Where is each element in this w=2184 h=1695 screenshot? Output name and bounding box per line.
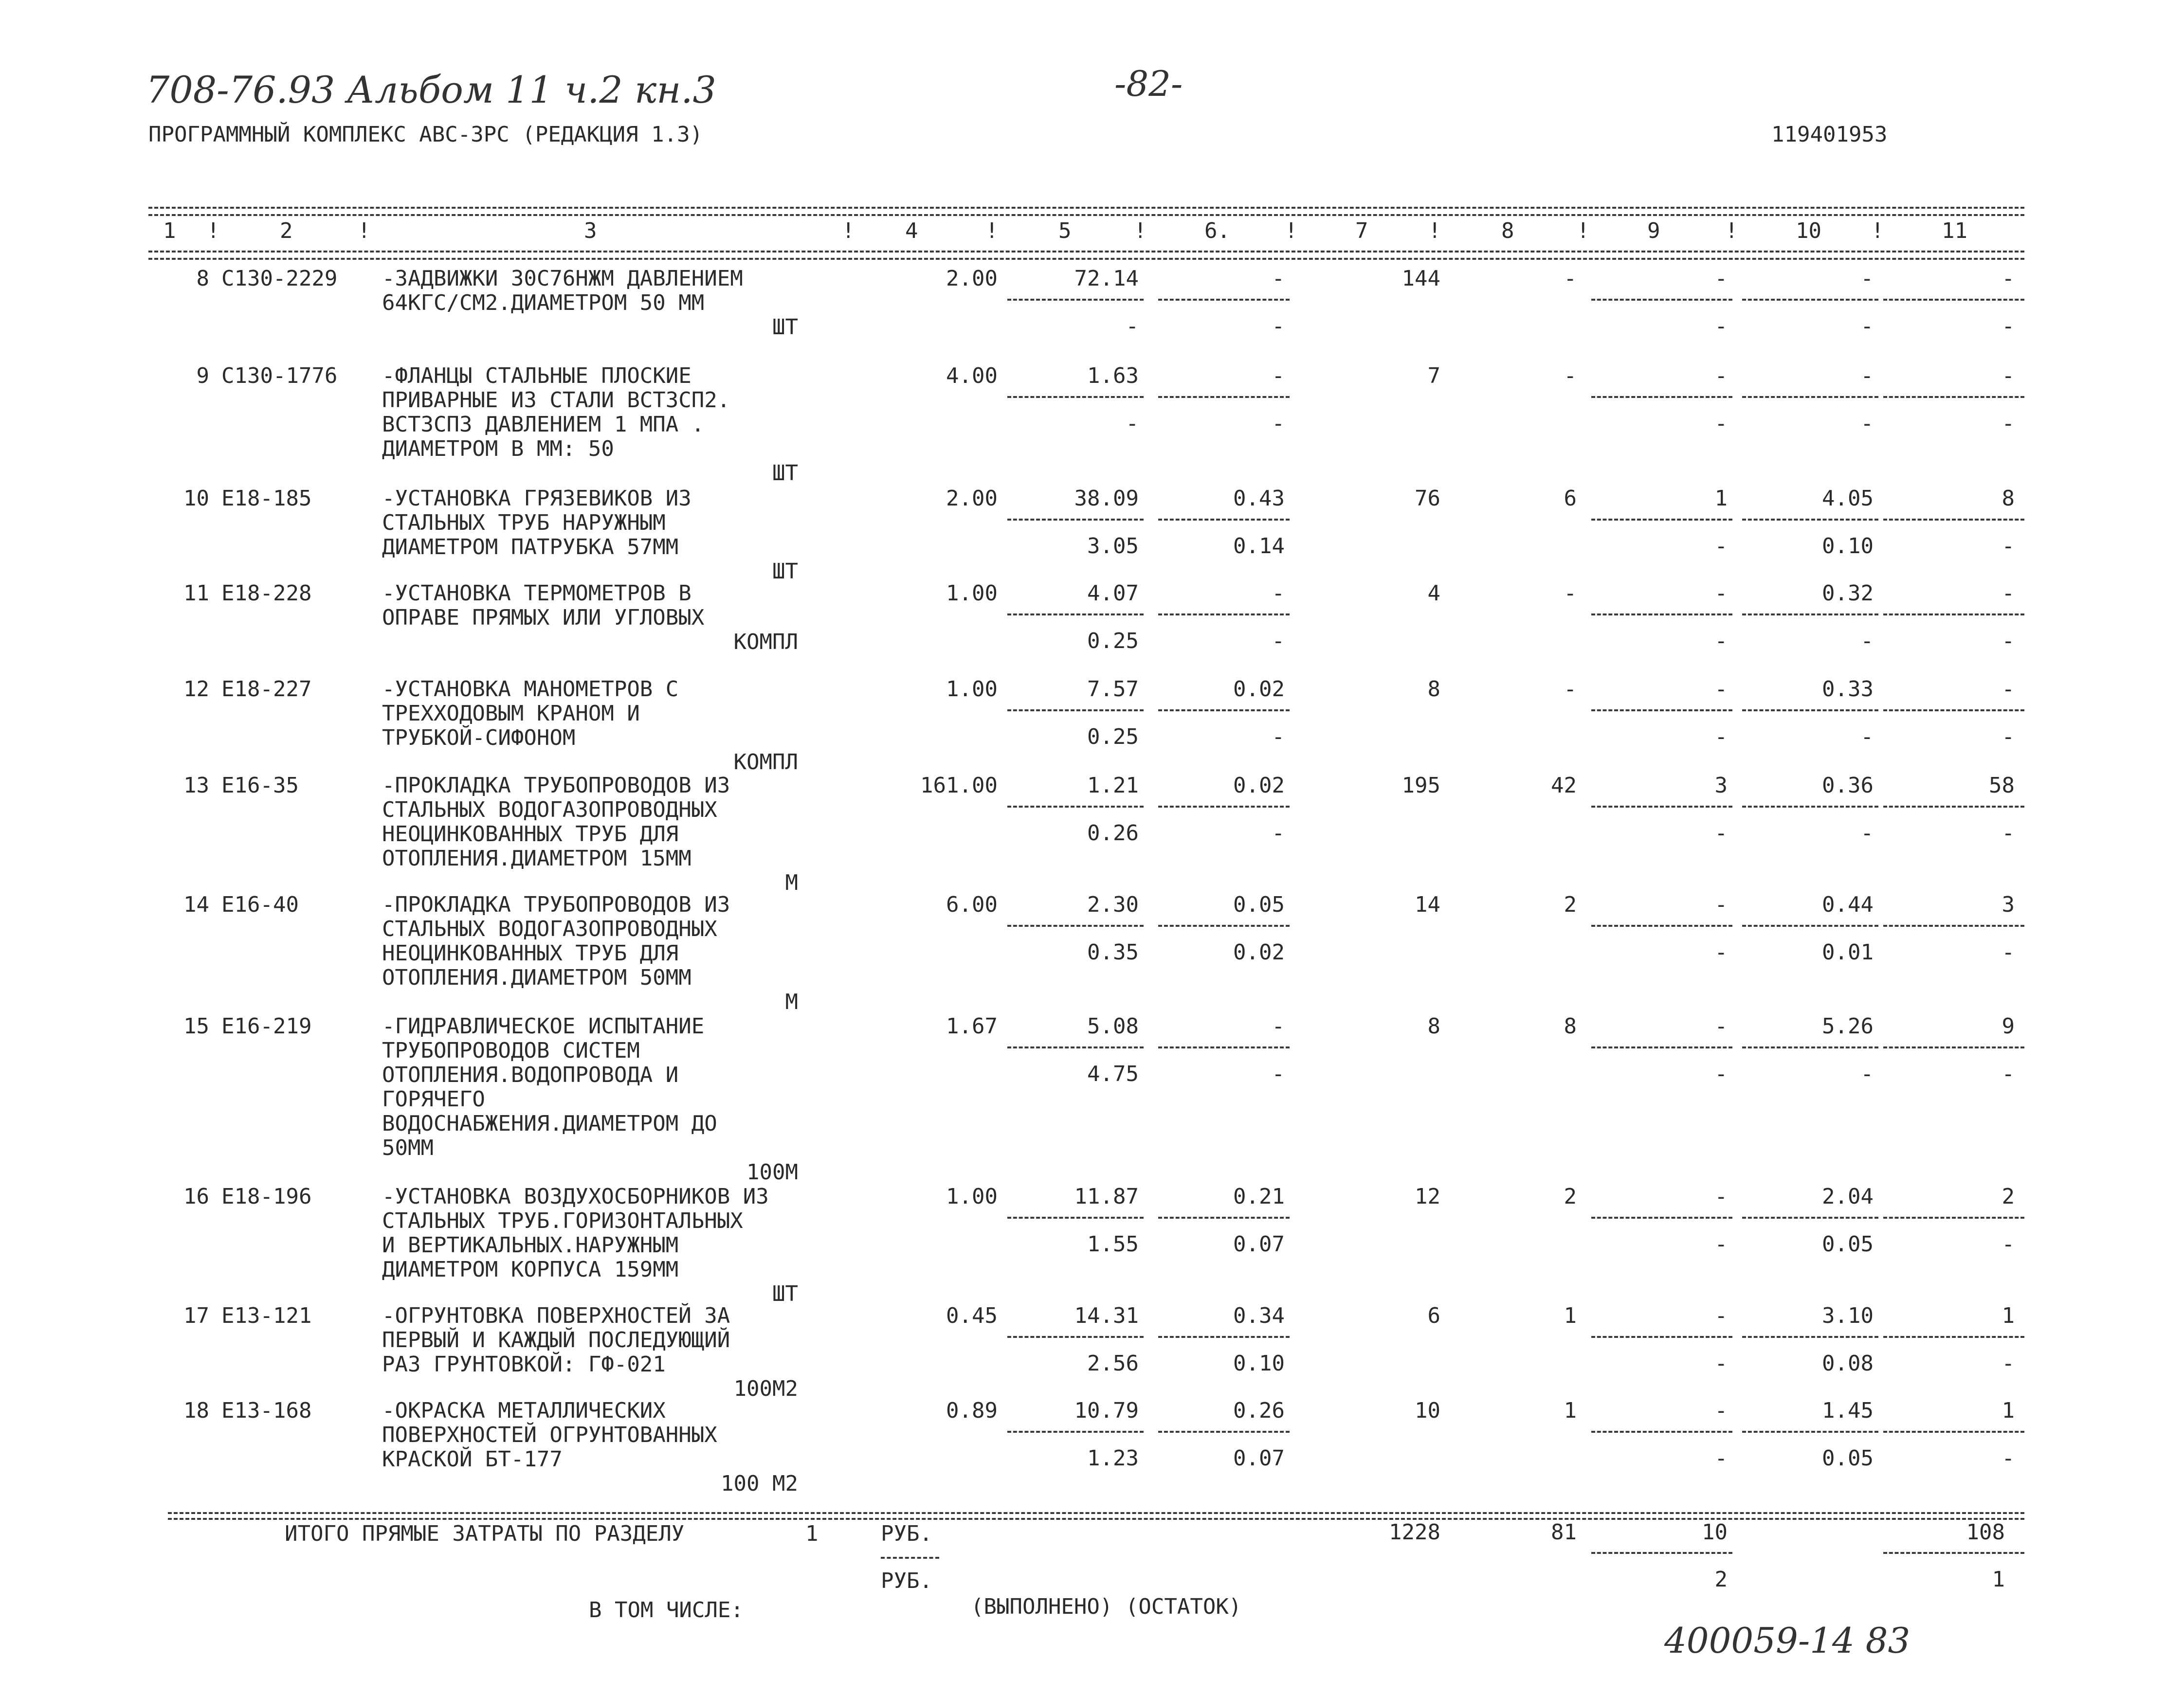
salary: - [1564, 677, 1577, 702]
unit-of-measure: ШТ [772, 559, 798, 584]
machine-cost-labor: - [1272, 821, 1285, 846]
labor-hours-machine: 0.05 [1822, 1446, 1874, 1471]
header-rule-top [148, 207, 2024, 209]
quantity: 1.00 [946, 677, 998, 702]
labor-hours: 5.26 [1822, 1014, 1874, 1039]
machine-cost-labor: - [1272, 724, 1285, 749]
labor-hours-machine: 0.05 [1822, 1232, 1874, 1257]
unit-price-labor: 0.25 [1087, 724, 1139, 749]
unit-price: 1.63 [1087, 363, 1139, 388]
totals-rule [168, 1512, 2024, 1514]
completed-remaining-note: (ВЫПОЛНЕНО) (ОСТАТОК) [971, 1594, 1242, 1619]
overhead: 58 [1989, 773, 2015, 798]
row-number: 11 [183, 581, 209, 606]
column-separator: ! [358, 218, 371, 243]
machine-cost-rule [1158, 1217, 1290, 1219]
labor-hours-machine: - [1860, 411, 1874, 436]
machine-cost: 0.02 [1233, 677, 1285, 702]
total-cost: 14 [1415, 892, 1440, 917]
including-label: В ТОМ ЧИСЛЕ: [589, 1598, 744, 1623]
overhead-rule [1883, 925, 2024, 927]
item-code: Е13-121 [221, 1303, 312, 1328]
labor-hours: - [1860, 266, 1874, 291]
overhead-machine: - [2002, 940, 2015, 965]
item-code: Е18-228 [221, 581, 312, 606]
machine-total: - [1714, 1303, 1728, 1328]
item-code: С130-1776 [221, 363, 338, 388]
column-header-2: 2 [280, 218, 293, 243]
salary: 1 [1564, 1303, 1577, 1328]
unit-price: 38.09 [1074, 486, 1139, 511]
column-separator: ! [1577, 218, 1590, 243]
unit-of-measure: КОМПЛ [733, 750, 798, 775]
column-separator: ! [1134, 218, 1147, 243]
machine-cost-labor: 0.07 [1233, 1232, 1285, 1257]
overhead-rule [1883, 1336, 2024, 1338]
column-header-3: 3 [584, 218, 597, 243]
overhead: 2 [2002, 1184, 2015, 1209]
totals-currency-1: РУБ. [881, 1521, 932, 1546]
unit-price-rule [1007, 299, 1144, 301]
machine-total: - [1714, 1184, 1728, 1209]
overhead: 8 [2002, 486, 2015, 511]
totals-rule-2 [168, 1518, 2024, 1520]
machine-cost-rule [1158, 1431, 1290, 1433]
labor-hours-rule [1742, 925, 1878, 927]
salary: - [1564, 363, 1577, 388]
overhead: - [2002, 581, 2015, 606]
overhead-machine: - [2002, 1351, 2015, 1376]
machine-total: - [1714, 1398, 1728, 1423]
machine-total: - [1714, 892, 1728, 917]
row-number: 13 [183, 773, 209, 798]
machine-cost-labor: 0.07 [1233, 1446, 1285, 1471]
total-cost: 8 [1427, 677, 1440, 702]
totals-section: 1 [805, 1521, 819, 1546]
column-separator: ! [842, 218, 855, 243]
machine-total-labor: - [1714, 629, 1728, 653]
labor-hours-machine: - [1860, 724, 1874, 749]
overhead-machine: - [2002, 314, 2015, 339]
labor-hours: 3.10 [1822, 1303, 1874, 1328]
unit-price-labor: 1.55 [1087, 1232, 1139, 1257]
salary: 6 [1564, 486, 1577, 511]
labor-hours: 4.05 [1822, 486, 1874, 511]
labor-hours-rule [1742, 613, 1878, 615]
labor-hours: 2.04 [1822, 1184, 1874, 1209]
quantity: 2.00 [946, 266, 998, 291]
overhead-machine: - [2002, 629, 2015, 653]
column-separator: ! [1428, 218, 1441, 243]
unit-price: 4.07 [1087, 581, 1139, 606]
machine-cost-rule [1158, 519, 1290, 521]
labor-hours-rule [1742, 1217, 1878, 1219]
totals-c9a: 10 [1702, 1520, 1728, 1545]
unit-of-measure: М [785, 990, 798, 1014]
column-separator: ! [1285, 218, 1298, 243]
item-description: -УСТАНОВКА ВОЗДУХОСБОРНИКОВ ИЗ СТАЛЬНЫХ ТРУБ.ГОРИЗОНТАЛЬНЫХ И ВЕРТИКАЛЬНЫХ.НАРУЖНЫМ ДИАМЕТРОМ КОРПУСА 159ММ [382, 1184, 769, 1282]
header-rule-bottom [148, 251, 2024, 252]
labor-hours-rule [1742, 709, 1878, 711]
row-number: 18 [183, 1398, 209, 1423]
overhead: - [2002, 266, 2015, 291]
column-header-6: 6. [1204, 218, 1230, 243]
row-number: 8 [196, 266, 209, 291]
labor-hours: - [1860, 363, 1874, 388]
quantity: 0.45 [946, 1303, 998, 1328]
overhead: 1 [2002, 1398, 2015, 1423]
column-header-9: 9 [1647, 218, 1660, 243]
totals-c7: 1228 [1389, 1520, 1440, 1545]
totals-label: ИТОГО ПРЯМЫЕ ЗАТРАТЫ ПО РАЗДЕЛУ [285, 1521, 685, 1546]
machine-cost: 0.26 [1233, 1398, 1285, 1423]
unit-of-measure: ШТ [772, 1281, 798, 1306]
item-description: -ФЛАНЦЫ СТАЛЬНЫЕ ПЛОСКИЕ ПРИВАРНЫЕ ИЗ СТАЛИ ВСТ3СП2. ВСТ3СП3 ДАВЛЕНИЕМ 1 МПА . ДИАМЕТРОМ В ММ: 50 [382, 363, 730, 461]
quantity: 1.00 [946, 1184, 998, 1209]
machine-cost-labor: - [1272, 411, 1285, 436]
labor-hours-machine: 0.01 [1822, 940, 1874, 965]
machine-total-rule [1591, 613, 1732, 615]
labor-hours-rule [1742, 1431, 1878, 1433]
unit-price: 5.08 [1087, 1014, 1139, 1039]
unit-price-rule [1007, 1046, 1144, 1048]
item-code: С130-2229 [221, 266, 338, 291]
machine-cost: - [1272, 1014, 1285, 1039]
labor-hours: 0.33 [1822, 677, 1874, 702]
total-cost: 195 [1401, 773, 1440, 798]
machine-cost-rule [1158, 1336, 1290, 1338]
machine-cost-labor: - [1272, 1062, 1285, 1086]
unit-price-rule [1007, 1336, 1144, 1338]
header-rule-top-2 [148, 214, 2024, 216]
machine-total-rule [1591, 519, 1732, 521]
column-header-11: 11 [1942, 218, 1967, 243]
overhead-machine: - [2002, 1446, 2015, 1471]
machine-total-labor: - [1714, 1351, 1728, 1376]
quantity: 0.89 [946, 1398, 998, 1423]
item-description: -УСТАНОВКА ГРЯЗЕВИКОВ ИЗ СТАЛЬНЫХ ТРУБ НАРУЖНЫМ ДИАМЕТРОМ ПАТРУБКА 57ММ [382, 486, 692, 559]
overhead-rule [1883, 1217, 2024, 1219]
salary: - [1564, 266, 1577, 291]
quantity: 1.67 [946, 1014, 998, 1039]
unit-price-labor: 3.05 [1087, 534, 1139, 559]
row-number: 10 [183, 486, 209, 511]
labor-hours-machine: - [1860, 629, 1874, 653]
program-title: ПРОГРАММНЫЙ КОМПЛЕКС АВС-3РС (РЕДАКЦИЯ 1.3) [148, 122, 703, 147]
total-cost: 4 [1427, 581, 1440, 606]
machine-cost-rule [1158, 709, 1290, 711]
column-separator: ! [1725, 218, 1738, 243]
totals-c8: 81 [1551, 1520, 1577, 1545]
machine-cost-labor: 0.10 [1233, 1351, 1285, 1376]
salary: 2 [1564, 892, 1577, 917]
unit-price-rule [1007, 1431, 1144, 1433]
unit-price-labor: 0.35 [1087, 940, 1139, 965]
machine-total-labor: - [1714, 724, 1728, 749]
overhead-rule [1883, 519, 2024, 521]
machine-total: 1 [1714, 486, 1728, 511]
machine-cost-rule [1158, 299, 1290, 301]
quantity: 161.00 [920, 773, 998, 798]
labor-hours-rule [1742, 299, 1878, 301]
salary: - [1564, 581, 1577, 606]
unit-price-rule [1007, 806, 1144, 808]
labor-hours: 1.45 [1822, 1398, 1874, 1423]
item-description: -ЗАДВИЖКИ 30С76НЖМ ДАВЛЕНИЕМ 64КГС/СМ2.ДИАМЕТРОМ 50 ММ [382, 266, 743, 315]
item-description: -ОГРУНТОВКА ПОВЕРХНОСТЕЙ ЗА ПЕРВЫЙ И КАЖДЫЙ ПОСЛЕДУЮЩИЙ РАЗ ГРУНТОВКОЙ: ГФ-021 [382, 1303, 730, 1377]
overhead-rule [1883, 613, 2024, 615]
item-code: Е18-185 [221, 486, 312, 511]
machine-total-rule [1591, 396, 1732, 398]
machine-total-labor: - [1714, 821, 1728, 846]
labor-hours-rule [1742, 1336, 1878, 1338]
unit-price-labor: - [1126, 314, 1139, 339]
unit-price-labor: 0.25 [1087, 629, 1139, 653]
overhead: 9 [2002, 1014, 2015, 1039]
machine-total-rule [1591, 1336, 1732, 1338]
machine-cost-rule [1158, 613, 1290, 615]
machine-cost-labor: 0.02 [1233, 940, 1285, 965]
total-cost: 8 [1427, 1014, 1440, 1039]
total-cost: 12 [1415, 1184, 1440, 1209]
item-code: Е13-168 [221, 1398, 312, 1423]
unit-price-rule [1007, 396, 1144, 398]
totals-c11-rule [1883, 1552, 2024, 1554]
total-cost: 10 [1415, 1398, 1440, 1423]
unit-price-labor: 0.26 [1087, 821, 1139, 846]
machine-total: 3 [1714, 773, 1728, 798]
salary: 2 [1564, 1184, 1577, 1209]
machine-cost: 0.21 [1233, 1184, 1285, 1209]
handwritten-page-number: -82- [1114, 63, 1183, 104]
unit-price-rule [1007, 925, 1144, 927]
salary: 8 [1564, 1014, 1577, 1039]
salary: 1 [1564, 1398, 1577, 1423]
unit-price: 72.14 [1074, 266, 1139, 291]
totals-c11a: 108 [1966, 1520, 2005, 1545]
totals-c11b: 1 [1992, 1567, 2005, 1592]
quantity: 2.00 [946, 486, 998, 511]
machine-total: - [1714, 677, 1728, 702]
machine-cost: - [1272, 266, 1285, 291]
item-code: Е16-40 [221, 892, 299, 917]
unit-of-measure: ШТ [772, 315, 798, 340]
column-header-8: 8 [1501, 218, 1514, 243]
overhead-rule [1883, 1431, 2024, 1433]
unit-of-measure: 100 М2 [721, 1471, 798, 1496]
labor-hours-rule [1742, 519, 1878, 521]
totals-currency-2: РУБ. [881, 1569, 932, 1593]
overhead-machine: - [2002, 724, 2015, 749]
column-separator: ! [1871, 218, 1884, 243]
overhead: 1 [2002, 1303, 2015, 1328]
total-cost: 7 [1427, 363, 1440, 388]
machine-total: - [1714, 1014, 1728, 1039]
column-header-10: 10 [1796, 218, 1821, 243]
machine-total-rule [1591, 1217, 1732, 1219]
unit-price-rule [1007, 1217, 1144, 1219]
labor-hours-machine: 0.08 [1822, 1351, 1874, 1376]
quantity: 1.00 [946, 581, 998, 606]
item-code: Е18-227 [221, 677, 312, 702]
row-number: 9 [196, 363, 209, 388]
machine-total-labor: - [1714, 314, 1728, 339]
column-separator: ! [985, 218, 999, 243]
labor-hours: 0.32 [1822, 581, 1874, 606]
machine-total-rule [1591, 709, 1732, 711]
quantity: 4.00 [946, 363, 998, 388]
machine-total-labor: - [1714, 1446, 1728, 1471]
unit-price: 2.30 [1087, 892, 1139, 917]
item-description: -ПРОКЛАДКА ТРУБОПРОВОДОВ ИЗ СТАЛЬНЫХ ВОДОГАЗОПРОВОДНЫХ НЕОЦИНКОВАННЫХ ТРУБ ДЛЯ ОТОПЛЕНИЯ.ДИАМЕТРОМ 15ММ [382, 773, 730, 871]
machine-total-rule [1591, 925, 1732, 927]
machine-cost-rule [1158, 1046, 1290, 1048]
machine-cost: 0.43 [1233, 486, 1285, 511]
item-code: Е16-35 [221, 773, 299, 798]
machine-total: - [1714, 363, 1728, 388]
item-description: -УСТАНОВКА МАНОМЕТРОВ С ТРЕХХОДОВЫМ КРАНОМ И ТРУБКОЙ-СИФОНОМ [382, 677, 679, 750]
row-number: 12 [183, 677, 209, 702]
labor-hours-machine: - [1860, 821, 1874, 846]
overhead-rule [1883, 299, 2024, 301]
machine-total-rule [1591, 1046, 1732, 1048]
unit-price: 7.57 [1087, 677, 1139, 702]
machine-total: - [1714, 266, 1728, 291]
labor-hours-machine: - [1860, 1062, 1874, 1086]
machine-cost-labor: 0.14 [1233, 534, 1285, 559]
unit-price-labor: 4.75 [1087, 1062, 1139, 1086]
handwritten-album-ref: 708-76.93 Альбом 11 ч.2 кн.3 [146, 68, 716, 111]
unit-price: 10.79 [1074, 1398, 1139, 1423]
totals-c9b: 2 [1714, 1567, 1728, 1592]
machine-cost-rule [1158, 806, 1290, 808]
column-header-1: 1 [163, 218, 176, 243]
unit-of-measure: 100М [746, 1160, 798, 1185]
unit-price: 11.87 [1074, 1184, 1139, 1209]
labor-hours: 0.36 [1822, 773, 1874, 798]
overhead: - [2002, 363, 2015, 388]
handwritten-bottom-ref: 400059-14 83 [1664, 1620, 1911, 1661]
machine-total-rule [1591, 806, 1732, 808]
labor-hours-machine: 0.10 [1822, 534, 1874, 559]
totals-c9-rule [1591, 1552, 1732, 1554]
row-number: 15 [183, 1014, 209, 1039]
machine-cost: 0.02 [1233, 773, 1285, 798]
document-number: 119401953 [1771, 122, 1888, 147]
labor-hours-rule [1742, 806, 1878, 808]
machine-cost-labor: - [1272, 629, 1285, 653]
unit-of-measure: ШТ [772, 461, 798, 486]
salary: 42 [1551, 773, 1577, 798]
machine-cost-rule [1158, 396, 1290, 398]
total-cost: 144 [1401, 266, 1440, 291]
item-description: -ГИДРАВЛИЧЕСКОЕ ИСПЫТАНИЕ ТРУБОПРОВОДОВ СИСТЕМ ОТОПЛЕНИЯ.ВОДОПРОВОДА И ГОРЯЧЕГО ВОДОСНАБЖЕНИЯ.ДИАМЕТРОМ ДО 50ММ [382, 1014, 717, 1160]
item-description: -УСТАНОВКА ТЕРМОМЕТРОВ В ОПРАВЕ ПРЯМЫХ ИЛИ УГЛОВЫХ [382, 581, 705, 630]
unit-price-rule [1007, 519, 1144, 521]
total-cost: 76 [1415, 486, 1440, 511]
overhead-rule [1883, 1046, 2024, 1048]
machine-total-labor: - [1714, 1232, 1728, 1257]
total-cost: 6 [1427, 1303, 1440, 1328]
overhead-machine: - [2002, 534, 2015, 559]
overhead-machine: - [2002, 1062, 2015, 1086]
machine-cost: - [1272, 581, 1285, 606]
unit-of-measure: 100М2 [733, 1376, 798, 1401]
unit-price: 1.21 [1087, 773, 1139, 798]
item-description: -ПРОКЛАДКА ТРУБОПРОВОДОВ ИЗ СТАЛЬНЫХ ВОДОГАЗОПРОВОДНЫХ НЕОЦИНКОВАННЫХ ТРУБ ДЛЯ ОТОПЛЕНИЯ.ДИАМЕТРОМ 50ММ [382, 892, 730, 990]
unit-price: 14.31 [1074, 1303, 1139, 1328]
overhead-machine: - [2002, 821, 2015, 846]
totals-currency-rule [881, 1557, 939, 1559]
overhead: - [2002, 677, 2015, 702]
item-code: Е16-219 [221, 1014, 312, 1039]
row-number: 17 [183, 1303, 209, 1328]
unit-of-measure: М [785, 870, 798, 895]
machine-cost: 0.34 [1233, 1303, 1285, 1328]
overhead-machine: - [2002, 1232, 2015, 1257]
row-number: 14 [183, 892, 209, 917]
unit-price-labor: 1.23 [1087, 1446, 1139, 1471]
labor-hours-rule [1742, 1046, 1878, 1048]
unit-price-labor: - [1126, 411, 1139, 436]
machine-total-labor: - [1714, 411, 1728, 436]
machine-cost: - [1272, 363, 1285, 388]
overhead-rule [1883, 806, 2024, 808]
header-rule-bottom-2 [148, 258, 2024, 260]
labor-hours-rule [1742, 396, 1878, 398]
item-code: Е18-196 [221, 1184, 312, 1209]
overhead-rule [1883, 396, 2024, 398]
machine-cost-labor: - [1272, 314, 1285, 339]
machine-cost: 0.05 [1233, 892, 1285, 917]
column-header-7: 7 [1355, 218, 1368, 243]
overhead-machine: - [2002, 411, 2015, 436]
labor-hours-machine: - [1860, 314, 1874, 339]
quantity: 6.00 [946, 892, 998, 917]
overhead-rule [1883, 709, 2024, 711]
column-separator: ! [207, 218, 220, 243]
unit-of-measure: КОМПЛ [733, 630, 798, 654]
unit-price-rule [1007, 709, 1144, 711]
labor-hours: 0.44 [1822, 892, 1874, 917]
machine-total-rule [1591, 1431, 1732, 1433]
overhead: 3 [2002, 892, 2015, 917]
column-header-4: 4 [905, 218, 918, 243]
machine-total-rule [1591, 299, 1732, 301]
machine-total-labor: - [1714, 534, 1728, 559]
machine-cost-rule [1158, 925, 1290, 927]
column-header-5: 5 [1058, 218, 1072, 243]
machine-total: - [1714, 581, 1728, 606]
item-description: -ОКРАСКА МЕТАЛЛИЧЕСКИХ ПОВЕРХНОСТЕЙ ОГРУНТОВАННЫХ КРАСКОЙ БТ-177 [382, 1398, 717, 1472]
machine-total-labor: - [1714, 940, 1728, 965]
machine-total-labor: - [1714, 1062, 1728, 1086]
unit-price-labor: 2.56 [1087, 1351, 1139, 1376]
unit-price-rule [1007, 613, 1144, 615]
row-number: 16 [183, 1184, 209, 1209]
